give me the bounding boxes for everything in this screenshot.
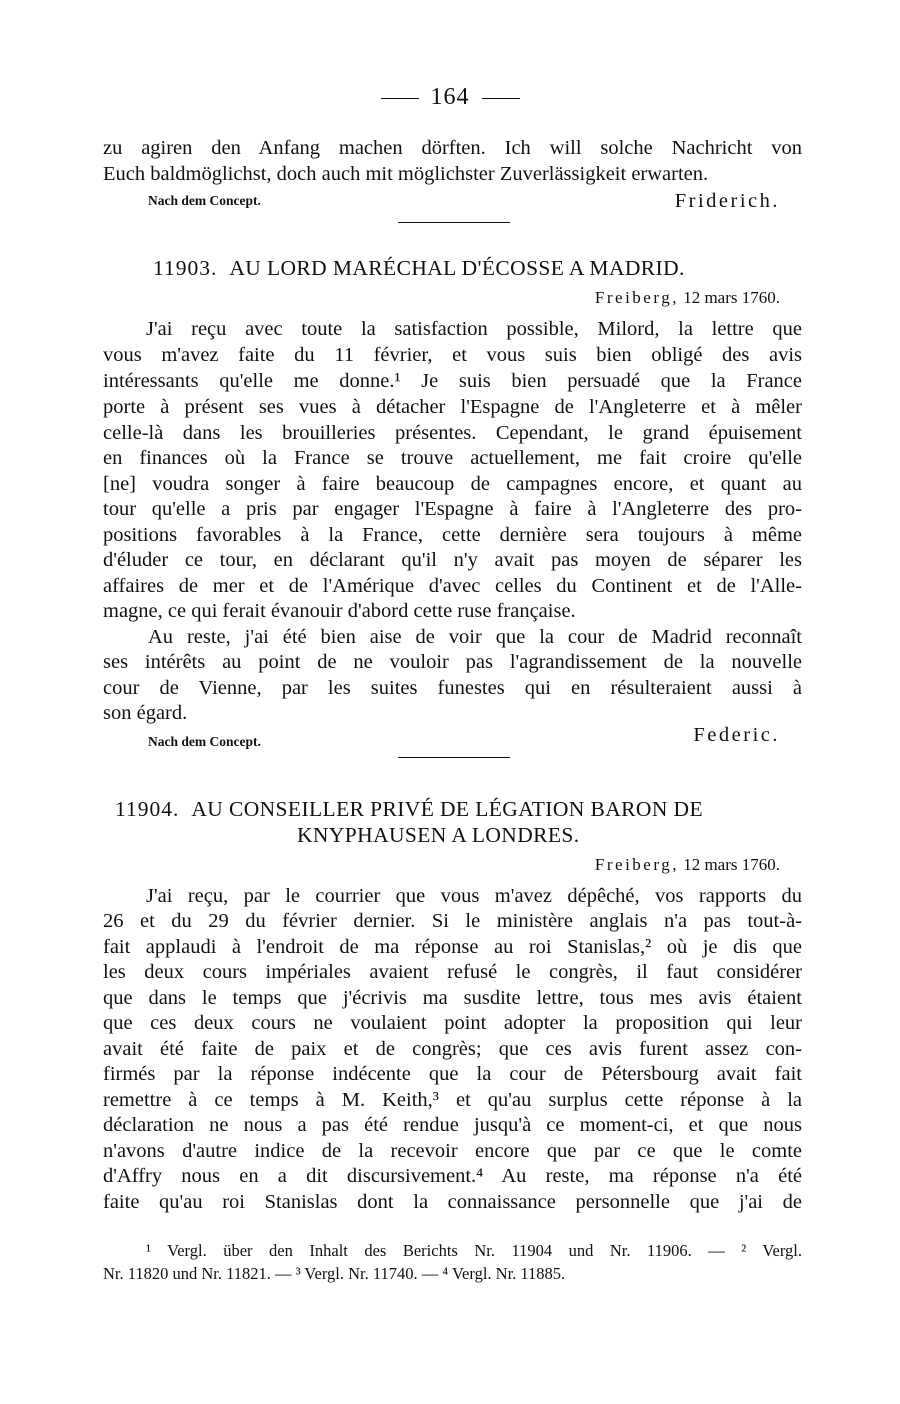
letter-line: celle-là dans les brouilleries présentes. Cependant, le grand épuisement <box>103 422 802 444</box>
letter-line: positions favorables à la France, cette dernière sera toujours à même <box>103 524 802 546</box>
letter-line: J'ai reçu, par le courrier que vous m'avez dépêché, vos rapports du <box>146 885 802 907</box>
letter-line: son égard. <box>103 702 188 724</box>
letter-date <box>595 288 780 308</box>
letter-heading <box>115 797 703 822</box>
letter-number: 11904. <box>115 797 180 821</box>
letter-title: AU CONSEILLER PRIVÉ DE LÉGATION BARON DE <box>191 797 703 821</box>
letter-line: faite qu'au roi Stanislas dont la connaissance personnelle que j'ai de <box>103 1191 802 1213</box>
letter-line: [ne] voudra songer à faire beaucoup de campagnes encore, et quant au <box>103 473 802 495</box>
letter-date <box>595 855 780 875</box>
letter-line: que dans le temps que j'écrivis ma susdite lettre, tous mes avis étaient <box>103 987 802 1009</box>
letter-line: que ces deux cours ne voulaient point adopter la proposition qui leur <box>103 1012 802 1034</box>
letter-line: fait applaudi à l'endroit de ma réponse au roi Stanislas,² où je dis que <box>103 936 802 958</box>
letter-line: en finances où la France se trouve actuellement, me fait croire qu'elle <box>103 447 802 469</box>
signature: Friderich. <box>674 190 780 212</box>
letter-line: d'Affry nous en a dit discursivement.⁴ Au reste, ma réponse n'a été <box>103 1165 802 1187</box>
letter-date-text: 12 mars 1760. <box>683 855 780 874</box>
letter-line: n'avons d'autre indice de la recevoir encore que par ce que le comte <box>103 1140 802 1162</box>
letter-place: Freiberg, <box>594 288 679 307</box>
letter-heading <box>153 256 685 281</box>
letter-line: remettre à ce temps à M. Keith,³ et qu'au surplus cette réponse à la <box>103 1089 802 1111</box>
letter-number: 11903. <box>153 256 218 280</box>
footnote-line: ¹ Vergl. über den Inhalt des Berichts Nr. 11904 und Nr. 11906. — ² Vergl. <box>146 1241 802 1260</box>
letter-line: firmés par la réponse indécente que la cour de Pétersbourg avait fait <box>103 1063 802 1085</box>
continuation-line: Euch baldmöglichst, doch auch mit möglichster Zuverlässigkeit erwarten. <box>103 163 709 185</box>
letter-line: tour qu'elle a pris par engager l'Espagne à faire à l'Angleterre des pro- <box>103 498 802 520</box>
page-number-text: 164 <box>430 84 470 110</box>
letter-title: AU LORD MARÉCHAL D'ÉCOSSE A MADRID. <box>229 256 685 280</box>
signature: Federic. <box>693 724 780 746</box>
continuation-line: zu agiren den Anfang machen dörften. Ich will solche Nachricht von <box>103 137 802 159</box>
letter-line: J'ai reçu avec toute la satisfaction possible, Milord, la lettre que <box>146 318 802 340</box>
letter-title-line2: KNYPHAUSEN A LONDRES. <box>297 823 580 847</box>
letter-line: d'éluder ce tour, en déclarant qu'il n'y avait pas moyen de séparer les <box>103 549 802 571</box>
page-number-dash-left <box>381 98 419 99</box>
page-number-dash-right <box>482 98 520 99</box>
section-divider <box>398 222 510 223</box>
letter-line: déclaration ne nous a pas été rendue jusqu'à ce moment-ci, et que nous <box>103 1114 802 1136</box>
letter-line: intéressants qu'elle me donne.¹ Je suis bien persuadé que la France <box>103 370 802 392</box>
letter-line: avait été faite de paix et de congrès; que ces avis furent assez con- <box>103 1038 802 1060</box>
letter-line: 26 et du 29 du février dernier. Si le ministère anglais n'a pas tout-à- <box>103 910 802 932</box>
letter-line: affaires de mer et de l'Amérique d'avec celles du Continent et de l'Alle- <box>103 575 802 597</box>
letter-line: Au reste, j'ai été bien aise de voir que la cour de Madrid reconnaît <box>148 626 802 648</box>
letter-line: magne, ce qui ferait évanouir d'abord cette ruse française. <box>103 600 576 622</box>
letter-line: porte à présent ses vues à détacher l'Espagne de l'Angleterre et à mêler <box>103 396 802 418</box>
letter-line: cour de Vienne, par les suites funestes qui en résulteraient aussi à <box>103 677 802 699</box>
letter-line: les deux cours impériales avaient refusé le congrès, il faut considérer <box>103 961 802 983</box>
letter-line: ses intérêts au point de ne vouloir pas l'agrandissement de la nouvelle <box>103 651 802 673</box>
letter-date-text: 12 mars 1760. <box>683 288 780 307</box>
section-divider <box>398 757 510 758</box>
source-note: Nach dem Concept. <box>148 734 261 749</box>
letter-place: Freiberg, <box>594 855 679 874</box>
footnote-line: Nr. 11820 und Nr. 11821. — ³ Vergl. Nr. 11740. — ⁴ Vergl. Nr. 11885. <box>103 1264 566 1283</box>
letter-line: vous m'avez faite du 11 février, et vous suis bien obligé des avis <box>103 344 802 366</box>
source-note: Nach dem Concept. <box>148 193 261 208</box>
page-number <box>0 84 900 111</box>
